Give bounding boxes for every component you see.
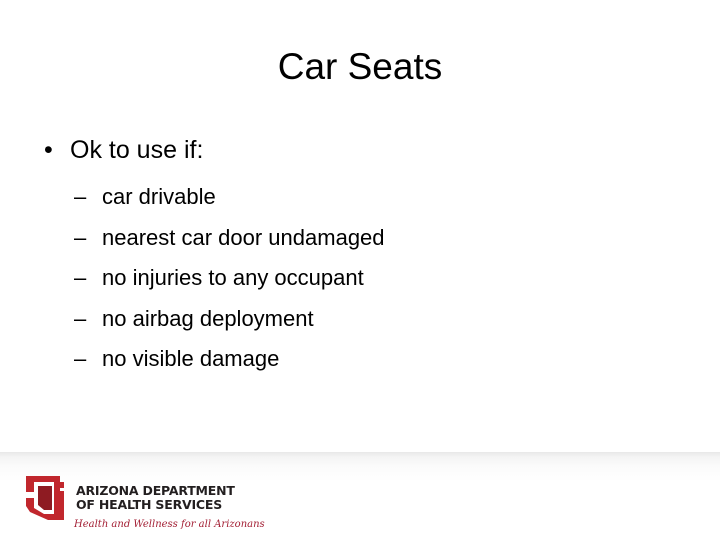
sub-bullet-list [74, 177, 385, 380]
main-bullet [44, 134, 203, 166]
logo-text-line2: OF HEALTH SERVICES [76, 497, 223, 512]
main-bullet-text: Ok to use if: [70, 136, 204, 164]
logo-tagline: Health and Wellness for all Arizonans [74, 519, 265, 530]
dash-marker: – [74, 184, 87, 209]
sub-bullet-text: car drivable [102, 184, 216, 209]
sub-bullet-item [74, 339, 385, 380]
sub-bullet-text: no airbag deployment [102, 305, 314, 331]
dash-marker: – [74, 346, 87, 371]
adhs-logo [22, 474, 265, 536]
sub-bullet-text: no injuries to any occupant [102, 265, 364, 290]
sub-bullet-item [74, 258, 385, 299]
sub-bullet-text: nearest car door undamaged [102, 224, 385, 250]
arizona-state-logo-icon [22, 474, 72, 522]
dash-marker: – [74, 305, 87, 331]
logo-text-line1: ARIZONA DEPARTMENT [76, 483, 235, 498]
sub-bullet-item [74, 177, 385, 218]
dash-marker: – [74, 224, 87, 250]
slide-title: Car Seats [277, 46, 443, 87]
sub-bullet-item [74, 218, 385, 259]
sub-bullet-item [74, 299, 385, 340]
sub-bullet-text: no visible damage [102, 346, 280, 371]
dash-marker: – [74, 265, 87, 290]
bullet-marker: • [44, 136, 53, 164]
